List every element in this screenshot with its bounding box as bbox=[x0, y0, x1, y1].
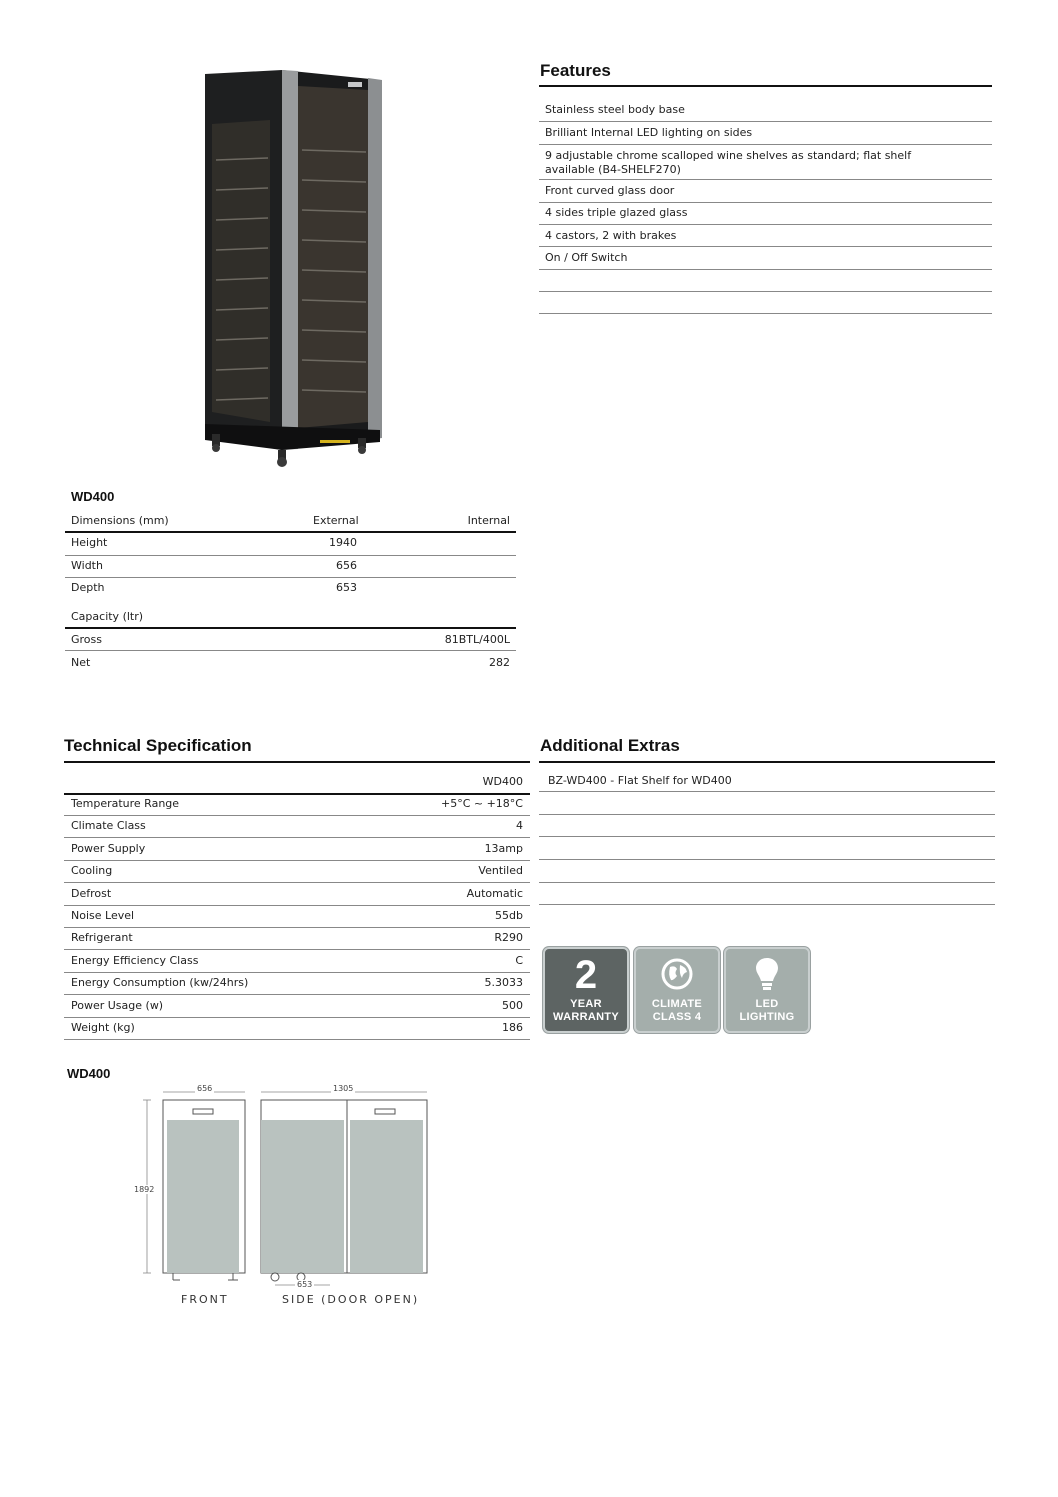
divider bbox=[539, 791, 995, 792]
extras-title: Additional Extras bbox=[540, 736, 680, 755]
dimensions-section: WD400 Dimensions (mm) External Internal Height 1940 Width 656 Depth 653 Capacity (ltr) Gross 81BTL/400L Net 282 bbox=[65, 488, 516, 673]
badges-row bbox=[543, 947, 813, 1035]
divider bbox=[65, 650, 516, 651]
divider bbox=[539, 144, 992, 145]
product-image bbox=[190, 62, 390, 474]
tech-model: WD400 bbox=[482, 775, 523, 788]
col-external: External bbox=[313, 514, 359, 527]
divider bbox=[64, 1017, 530, 1018]
divider bbox=[539, 202, 992, 203]
divider bbox=[539, 882, 995, 883]
front-label: FRONT bbox=[181, 1293, 229, 1306]
divider bbox=[65, 555, 516, 556]
divider bbox=[64, 905, 530, 906]
capacity-rule bbox=[65, 627, 516, 629]
divider bbox=[65, 577, 516, 578]
col-internal: Internal bbox=[467, 514, 510, 527]
divider bbox=[64, 837, 530, 838]
features-title: Features bbox=[540, 61, 611, 80]
divider bbox=[64, 882, 530, 883]
header-rule bbox=[64, 793, 530, 795]
lightbulb-icon bbox=[754, 956, 780, 994]
technical-drawing bbox=[125, 1080, 435, 1310]
divider bbox=[539, 814, 995, 815]
divider bbox=[539, 859, 995, 860]
side-total-label: 1305 bbox=[333, 1084, 354, 1093]
divider bbox=[64, 815, 530, 816]
divider bbox=[64, 949, 530, 950]
front-width-label: 656 bbox=[197, 1084, 213, 1093]
climate-badge: CLIMATE CLASS 4 bbox=[634, 947, 720, 1033]
divider bbox=[539, 313, 992, 314]
divider bbox=[539, 904, 995, 905]
divider bbox=[64, 994, 530, 995]
divider bbox=[539, 121, 992, 122]
tech-spec-title: Technical Specification bbox=[64, 736, 252, 755]
feature-item: 9 adjustable chrome scalloped wine shelves as standard; flat shelf available (B4-SHELF270) bbox=[545, 149, 912, 176]
drawing-model-title: WD400 bbox=[67, 1066, 111, 1081]
warranty-badge: 2 YEAR WARRANTY bbox=[543, 947, 629, 1033]
divider bbox=[539, 269, 992, 270]
height-label: 1892 bbox=[134, 1185, 155, 1194]
divider bbox=[64, 860, 530, 861]
header-rule bbox=[65, 531, 516, 533]
extras-section: Additional Extras BZ-WD400 - Flat Shelf for WD400 bbox=[539, 735, 995, 907]
capacity-label: Capacity (ltr) bbox=[71, 610, 144, 623]
title-rule bbox=[539, 761, 995, 763]
depth-label: 653 bbox=[297, 1280, 313, 1289]
drawing-svg bbox=[125, 1080, 435, 1310]
divider bbox=[539, 291, 992, 292]
features-section: Features Stainless steel body base Brilliant Internal LED lighting on sides 9 adjustable chrome scalloped wine shelves as standard; flat shelf available (B4-SHELF270) Front curved glass door 4 sides triple glazed glass 4 castors, 2 with brakes On / Off Switch bbox=[539, 60, 992, 320]
features-title-rule bbox=[539, 85, 992, 87]
tech-spec-section: Technical Specification WD400 Temperature Range +5°C ~ +18°C Climate Class 4 Power Supply 13amp Cooling Ventiled Defrost Automatic Noise Level 55db Refrigerant R290 Energy Efficiency Class C Energy Consumption (kw/24hrs) 5.3033 Power Usage (w) 500 Weight (kg) 186 bbox=[64, 735, 530, 1043]
divider bbox=[64, 1039, 530, 1040]
globe-icon bbox=[661, 958, 693, 990]
dimensions-model-title: WD400 bbox=[71, 489, 115, 504]
divider bbox=[539, 836, 995, 837]
led-badge: LED LIGHTING bbox=[724, 947, 810, 1033]
dimensions-header-label: Dimensions (mm) bbox=[71, 514, 169, 527]
side-label: SIDE (DOOR OPEN) bbox=[282, 1293, 420, 1306]
divider bbox=[539, 246, 992, 247]
divider bbox=[64, 927, 530, 928]
title-rule bbox=[64, 761, 530, 763]
divider bbox=[539, 224, 992, 225]
number-icon: 2 bbox=[574, 953, 598, 997]
divider bbox=[64, 972, 530, 973]
divider bbox=[539, 179, 992, 180]
